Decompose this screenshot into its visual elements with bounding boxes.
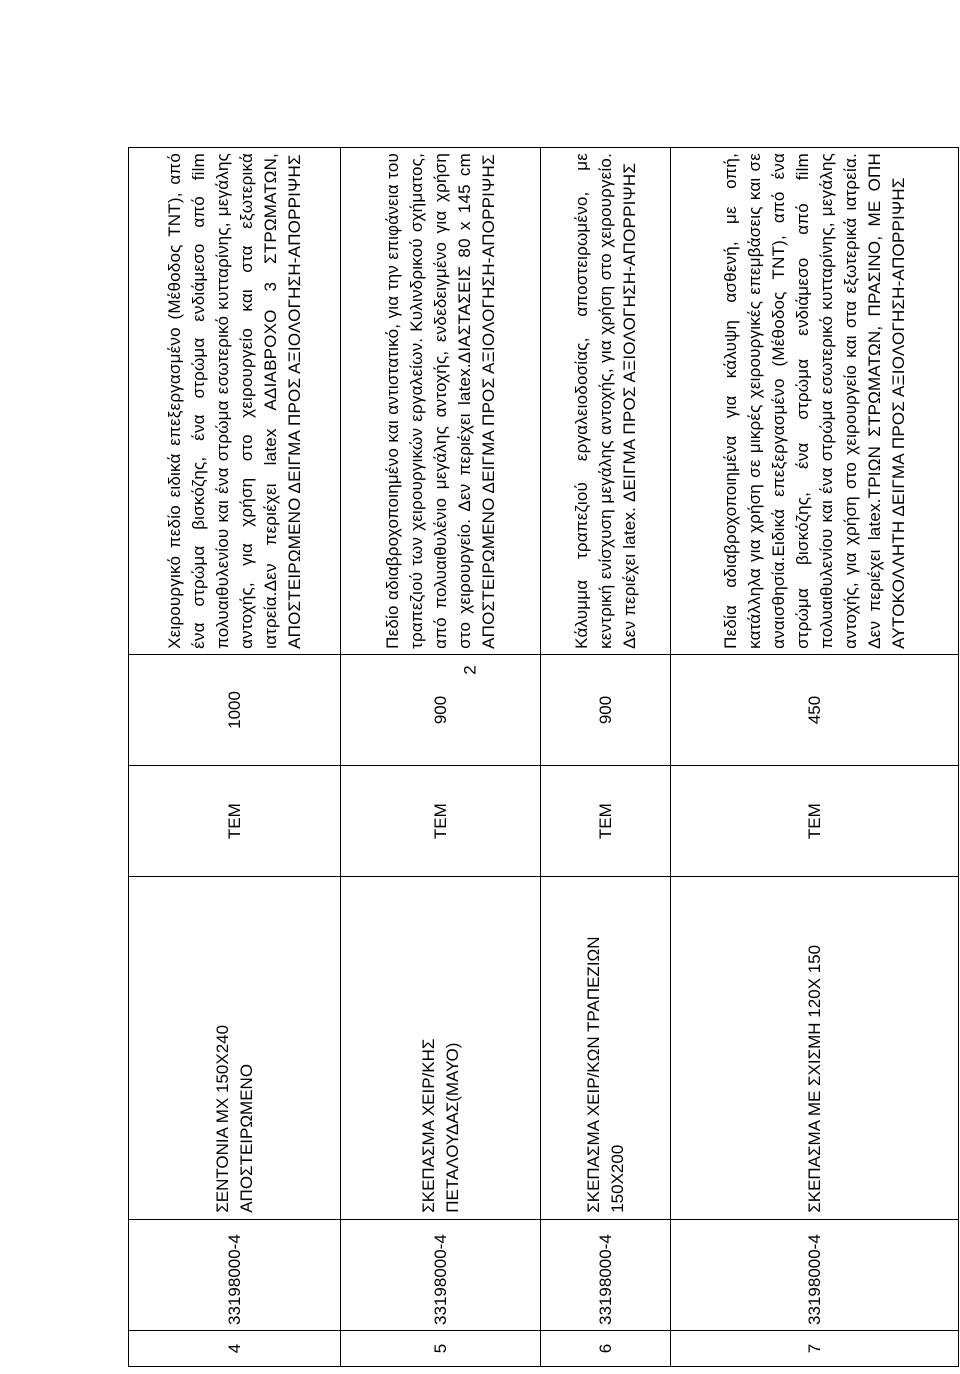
unit: TEM [129, 766, 341, 877]
row-number: 4 [129, 1330, 341, 1366]
description: Κάλυμμα τραπεζιού εργαλειοδοσίας, αποστειρωμένο, με κεντρική ενίσχυση μεγάλης αντοχής, για χρήση στο χειρουργείο. Δεν περιέχει latex. ΔΕΙΓΜΑ ΠΡΟΣ ΑΞΙΟΛΟΓΗΣΗ-ΑΠΟΡΡΙΨΗΣ [541, 148, 671, 655]
unit: TEM [671, 766, 959, 877]
page-number: 2 [460, 665, 480, 675]
item-name: ΣΚΕΠΑΣΜΑ ΜΕ ΣΧΙΣΜΗ 120Χ 150 [671, 877, 959, 1220]
rotated-table-container [128, 147, 958, 1367]
description: Πεδία αδιαβροχοποιημένα για κάλυψη ασθενή, με οπή, κατάλληλα για χρήση σε μικρές χειρουργικές επεμβάσεις και σε αναισθησία.Ειδικά επεξεργασμένο (Μέθοδος TNT), από ένα στρώμα βισκόζης, ένα στρώμα ενδιάμεσο από film πολυαιθυλενίου και ένα στρώμα εσωτερικό κυτταρίνης, μεγάλης αντοχής, για χρήση στο χειρουργείο και στα εξωτερικά ιατρεία. Δεν περιέχει latex.ΤΡΙΩΝ ΣΤΡΩΜΑΤΩΝ, ΠΡΑΣΙΝΟ, ΜΕ ΟΠΗ ΑΥΤΟΚΟΛΛΗΤΗ ΔΕΙΓΜΑ ΠΡΟΣ ΑΞΙΟΛΟΓΗΣΗ-ΑΠΟΡΡΙΨΗΣ [671, 148, 959, 655]
cpv-code: 33198000-4 [341, 1219, 541, 1330]
table-row [541, 148, 671, 1367]
table-row [129, 148, 341, 1367]
quantity: 900 [541, 654, 671, 765]
item-name: ΣΕΝΤΟΝΙΑ ΜΧ 150Χ240 ΑΠΟΣΤΕΙΡΩΜΕΝΟ [129, 877, 341, 1220]
row-number: 7 [671, 1330, 959, 1366]
item-name: ΣΚΕΠΑΣΜΑ ΧΕΙΡ/ΚΗΣ ΠΕΤΑΛΟΥΔΑΣ(ΜΑΥΟ) [341, 877, 541, 1220]
quantity: 1000 [129, 654, 341, 765]
cpv-code: 33198000-4 [541, 1219, 671, 1330]
table-row [671, 148, 959, 1367]
row-number: 6 [541, 1330, 671, 1366]
unit: TEM [341, 766, 541, 877]
quantity: 900 [341, 654, 541, 765]
row-number: 5 [341, 1330, 541, 1366]
items-table [128, 147, 959, 1367]
item-name: ΣΚΕΠΑΣΜΑ ΧΕΙΡ/ΚΩΝ ΤΡΑΠΕΖΙΩΝ 150Χ200 [541, 877, 671, 1220]
quantity: 450 [671, 654, 959, 765]
cpv-code: 33198000-4 [129, 1219, 341, 1330]
cpv-code: 33198000-4 [671, 1219, 959, 1330]
table-row [341, 148, 541, 1367]
description: Πεδίο αδιαβροχοποιημένο και αντιστατικό, για την επιφάνεια του τραπεζιού των χειρουργικών εργαλείων. Κυλινδρικού σχήματος, από πολυαιθυλένιο μεγάλης αντοχής, ενδεδειγμένο για χρήση στο χειρουργείο. Δεν περιέχει latex.ΔΙΑΣΤΑΣΕΙΣ 80 x 145 cm ΑΠΟΣΤΕΙΡΩΜΕΝΟ ΔΕΙΓΜΑ ΠΡΟΣ ΑΞΙΟΛΟΓΗΣΗ-ΑΠΟΡΡΙΨΗΣ [341, 148, 541, 655]
unit: TEM [541, 766, 671, 877]
description: Χειρουργικό πεδίο ειδικά επεξεργασμένο (Μέθοδος TNT), από ένα στρώμα βισκόζης, ένα στρώμα ενδιάμεσο από film πολυαιθυλενίου και ένα στρώμα εσωτερικό κυτταρίνης, μεγάλης αντοχής, για χρήση στο χειρουργείο και στα εξωτερικά ιατρεία.Δεν περιέχει latex ΑΔΙΑΒΡΟΧΟ 3 ΣΤΡΩΜΑΤΩΝ, ΑΠΟΣΤΕΙΡΩΜΕΝΟ ΔΕΙΓΜΑ ΠΡΟΣ ΑΞΙΟΛΟΓΗΣΗ-ΑΠΟΡΡΙΨΗΣ [129, 148, 341, 655]
